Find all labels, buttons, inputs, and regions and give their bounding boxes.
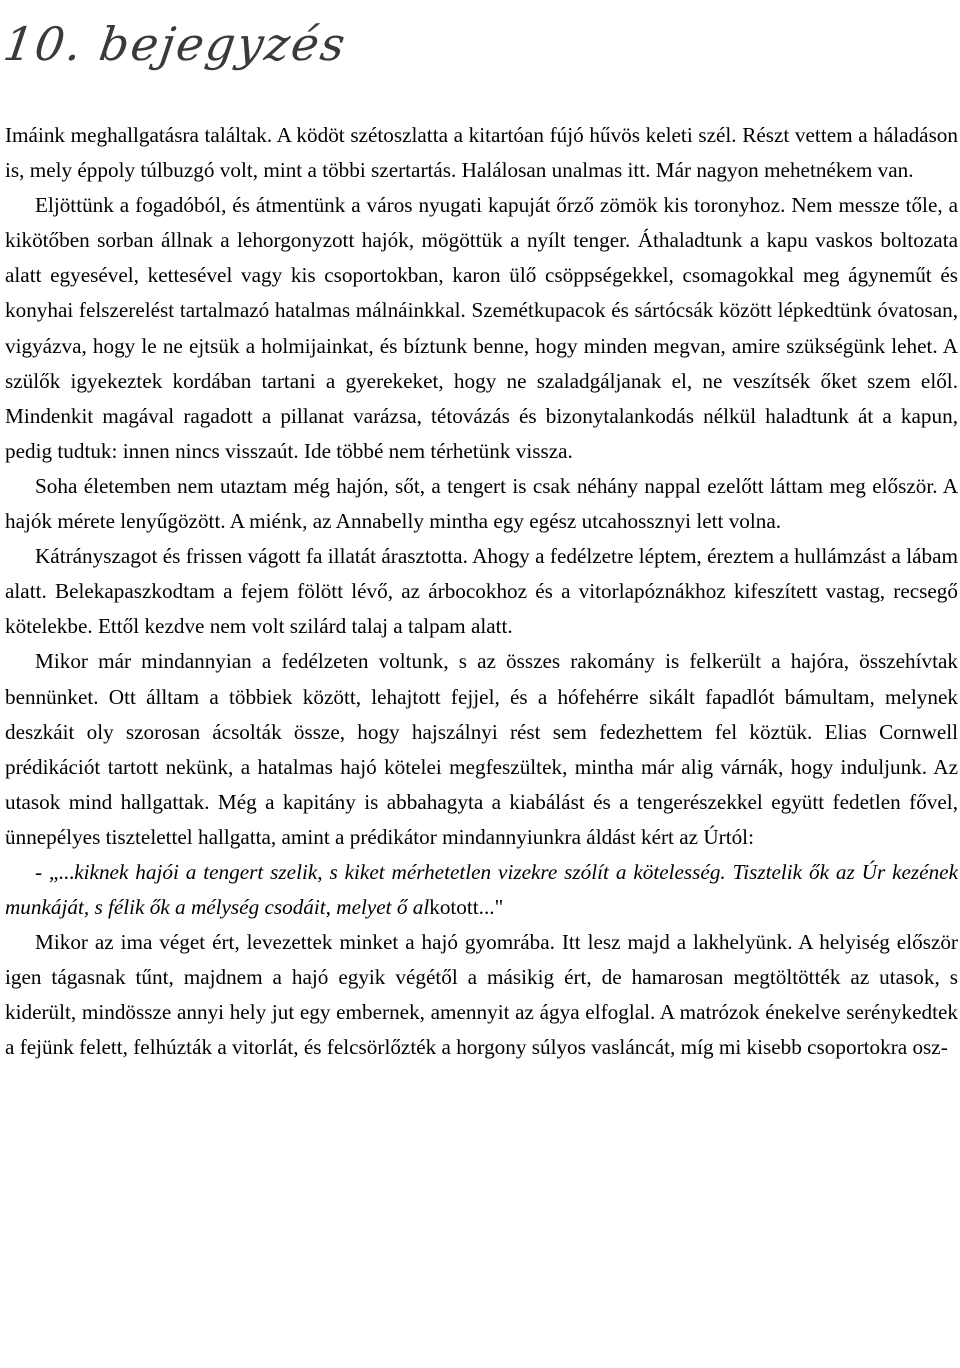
quote-suffix: kotott..."	[429, 895, 504, 920]
paragraph: Mikor az ima véget ért, levezettek minket a hajó gyomrába. Itt lesz majd a lakhelyünk. A helyiség először igen tágasnak tűnt, majdnem a hajó egyik végétől a másikig ért, de hamarosan megtöltötték az utasok, s kiderült, mindössze annyi hely jut egy embernek, amennyit az ágya elfoglal. A matrózok énekelve serénykedtek a fejünk felett, felhúzták a vitorlát, és felcsörlőzték a horgony súlyos vasláncát, míg mi kisebb csoportokra osz-	[5, 930, 958, 1060]
entry-heading: 10. bejegyzés	[0, 17, 351, 71]
paragraph: Imáink meghallgatásra találtak. A ködöt szétoszlatta a kitartóan fújó hűvös keleti szél. Részt vettem a háladáson is, mely éppoly túlbuzgó volt, mint a többi szertartás. Halálosan unalmas itt. Már nagyon mehetnékem van.	[5, 123, 958, 183]
paragraph: Eljöttünk a fogadóból, és átmentünk a város nyugati kapuját őrző zömök kis toronyhoz. Nem messze tőle, a kikötőben sorban állnak a lehorgonyzott hajók, mögöttük a nyílt tenger. Áthaladtunk a kapu vaskos boltozata alatt egyesével, kettesével vagy kis csoportokban, karon ülő csöppségekkel, csomagokkal meg ágyneműt és konyhai felszerelést tartalmazó hatalmas málnáinkkal. Szemétkupacok és sártócsák között lépkedtünk óvatosan, vigyázva, hogy le ne ejtsük a holmijainkat, és bíztunk benne, hogy minden megvan, amire szükségünk lehet. A szülők igyekeztek kordában tartani a gyerekeket, hogy ne szaladgáljanak el, ne veszítsék őket szem elől. Mindenkit magával ragadott a pillanat varázsa, tétovázás és bizonytalankodás nélkül haladtunk át a kapun, pedig tudtuk: innen nincs visszaút. Ide többé nem térhetünk vissza.	[5, 193, 958, 463]
quote-italic-text: kiknek hajói a tengert szelik, s kiket mérhetetlen vizekre szólít a kötelesség. Tisztelik ők az Úr kezének munkáját, s félik ők a mélység csodáit, melyet ő al	[5, 859, 958, 920]
diary-text	[5, 118, 958, 1066]
paragraph: Mikor már mindannyian a fedélzeten voltunk, s az összes rakomány is felkerült a hajóra, összehívtak bennünket. Ott álltam a többiek között, lehajtott fejjel, és a hófehérre sikált fapadlót bámultam, melynek deszkáit oly szorosan ácsolták össze, hogy hajszálnyi rést sem fedezhettem fel köztük. Elias Cornwell prédikációt tartott nekünk, a hatalmas hajó kötelei megfeszültek, mintha már alig várnák, hogy induljunk. Az utasok mind hallgattak. Még a kapitány is abbahagyta a kiabálást és a tengerészekkel együtt fedetlen fővel, ünnepélyes tisztelettel hallgatta, amint a prédikátor mindannyiunkra áldást kért az Úrtól:	[5, 649, 958, 849]
quote-prefix: - „...	[35, 859, 75, 884]
prayer-quote	[5, 855, 958, 925]
paragraph: Soha életemben nem utaztam még hajón, sőt, a tengert is csak néhány nappal ezelőtt láttam meg először. A hajók mérete lenyűgözött. A miénk, az Annabelly mintha egy egész utcahossznyi lett volna.	[5, 473, 958, 534]
paragraph: Kátrányszagot és frissen vágott fa illatát árasztotta. Ahogy a fedélzetre léptem, éreztem a hullámzást a lábam alatt. Belekapaszkodtam a fejem fölött lévő, az árbocokhoz és a vitorlapóznákhoz kifeszített vastag, recsegő kötelekbe. Ettől kezdve nem volt szilárd talaj a talpam alatt.	[5, 544, 958, 639]
